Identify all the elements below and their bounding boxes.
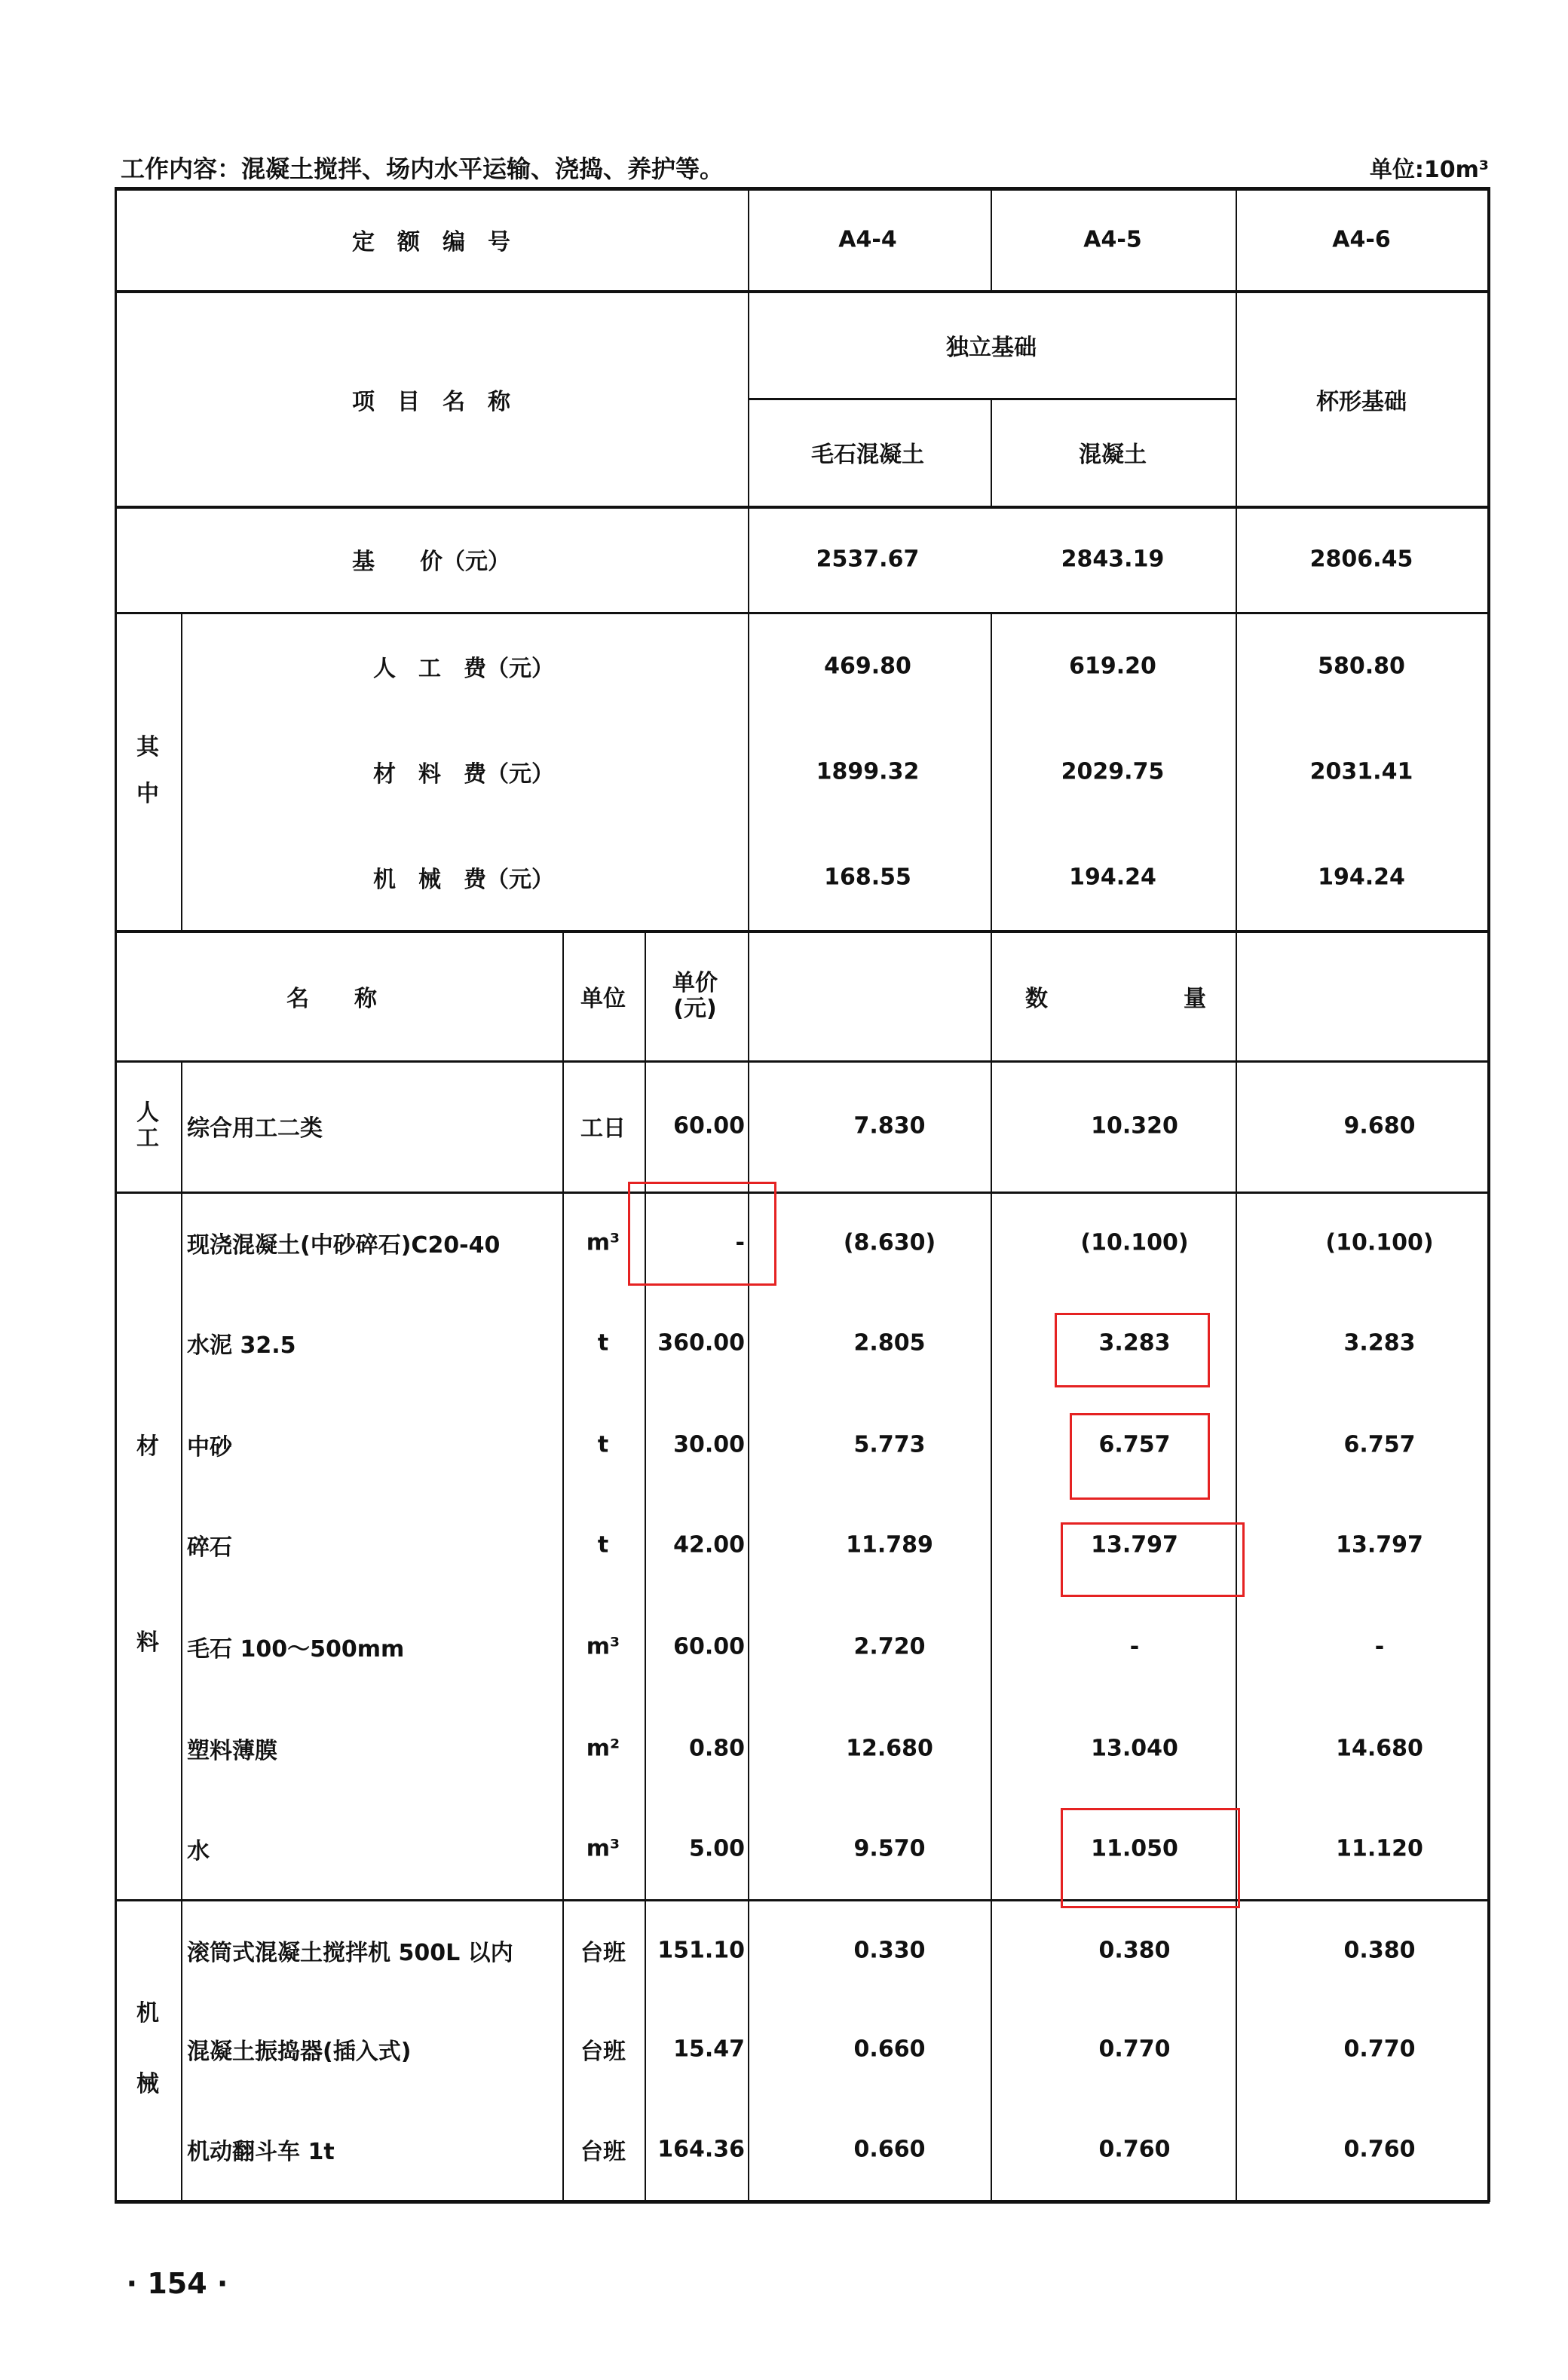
quantity-value: 13.797: [1336, 1531, 1423, 1559]
cost-value: 1899.32: [816, 758, 920, 785]
quantity-value: 9.570: [853, 1835, 926, 1862]
cost-value: 194.24: [1069, 864, 1156, 891]
cost-label: 机 械 费（元）: [373, 867, 554, 893]
quantity-value: 0.760: [1343, 2136, 1416, 2163]
quantity-value: 7.830: [853, 1112, 926, 1140]
resource-name: 中砂: [187, 1434, 232, 1461]
quantity-value: 13.040: [1091, 1735, 1178, 1762]
resource-name: 现浇混凝土(中砂碎石)C20-40: [187, 1232, 501, 1259]
unit-price: 164.36: [657, 2136, 745, 2163]
resource-name: 水泥 32.5: [187, 1332, 296, 1359]
work-content-text: 工作内容：混凝土搅拌、场内水平运输、浇捣、养护等。: [121, 154, 724, 183]
highlight-box: [1055, 1313, 1210, 1387]
quantity-value: 11.789: [846, 1531, 933, 1559]
unit-price: -: [735, 1229, 745, 1256]
item-name: 杯形基础: [1316, 389, 1407, 415]
quantity-value: 0.380: [1098, 1937, 1171, 1964]
resource-name: 毛石 100～500mm: [187, 1636, 405, 1663]
unit-price: 60.00: [673, 1112, 745, 1140]
quota-code: A4-6: [1332, 226, 1391, 253]
quantity-value: 12.680: [846, 1735, 933, 1762]
quantity-value: 2.805: [853, 1329, 926, 1357]
quantity-value: 11.120: [1336, 1835, 1423, 1862]
quantity-value: (8.630): [843, 1229, 936, 1256]
quantity-value: 5.773: [853, 1431, 926, 1458]
resource-unit: m³: [586, 1633, 620, 1660]
resource-unit: m³: [586, 1229, 620, 1256]
resource-unit: 台班: [580, 1940, 626, 1966]
column-divider: [991, 187, 992, 290]
quota-code-label: 定 额 编 号: [352, 229, 510, 255]
cost-value: 580.80: [1318, 653, 1405, 680]
group-label: 材料: [136, 1433, 159, 1656]
table-border-left: [115, 187, 117, 2202]
unit-text: 单位:10m³: [1369, 157, 1489, 183]
resource-unit: m²: [586, 1735, 620, 1762]
resource-name: 滚筒式混凝土搅拌机 500L 以内: [187, 1940, 513, 1966]
quantity-value: 0.770: [1098, 2036, 1171, 2063]
quantity-value: 3.283: [1098, 1329, 1171, 1357]
group-label: 人工: [136, 1100, 159, 1152]
group-label: 机械: [136, 2000, 159, 2097]
highlight-box: [1061, 1522, 1245, 1597]
quantity-value: -: [1129, 1633, 1140, 1660]
base-price-value: 2843.19: [1061, 546, 1165, 573]
column-header-quantity: 数 量: [1025, 986, 1206, 1012]
unit-price: 15.47: [673, 2036, 745, 2063]
resource-unit: t: [597, 1531, 609, 1559]
cost-value: 168.55: [824, 864, 911, 891]
column-divider: [991, 612, 992, 2202]
unit-price: 5.00: [688, 1835, 745, 1862]
row-divider: [115, 1899, 1490, 1901]
row-divider: [115, 187, 1490, 191]
row-divider: [115, 506, 1490, 509]
resource-name: 碎石: [187, 1534, 232, 1561]
row-divider: [115, 1060, 1490, 1063]
base-price-value: 2537.67: [816, 546, 920, 573]
resource-name: 混凝土振捣器(插入式): [187, 2039, 412, 2065]
quantity-value: 0.380: [1343, 1937, 1416, 1964]
column-divider: [181, 1060, 182, 2202]
quantity-value: 10.320: [1091, 1112, 1178, 1140]
quantity-value: 0.330: [853, 1937, 926, 1964]
cost-value: 2031.41: [1309, 758, 1413, 785]
quota-code: A4-5: [1083, 226, 1142, 253]
column-header-unit: 单位: [580, 986, 626, 1012]
cost-value: 469.80: [824, 653, 911, 680]
resource-name: 综合用工二类: [187, 1115, 323, 1142]
quota-code: A4-4: [838, 226, 897, 253]
column-divider: [181, 612, 182, 930]
resource-unit: m³: [586, 1835, 620, 1862]
column-header-price: 单价(元): [672, 970, 718, 1022]
quantity-value: 0.660: [853, 2036, 926, 2063]
group-label: 独立基础: [946, 335, 1037, 361]
column-divider: [562, 930, 564, 2202]
cost-label: 人 工 费（元）: [373, 656, 554, 682]
base-price-value: 2806.45: [1309, 546, 1413, 573]
resource-unit: t: [597, 1329, 609, 1357]
resource-name: 水: [187, 1838, 210, 1865]
column-divider: [645, 930, 646, 2202]
resource-unit: t: [597, 1431, 609, 1458]
quantity-value: 13.797: [1091, 1531, 1178, 1559]
column-header-name: 名 称: [286, 986, 377, 1012]
quantity-value: (10.100): [1080, 1229, 1189, 1256]
quantity-value: 11.050: [1091, 1835, 1178, 1862]
unit-price: 60.00: [673, 1633, 745, 1660]
highlight-box: [1061, 1808, 1240, 1908]
column-divider: [991, 398, 992, 506]
cost-label: 材 料 费（元）: [373, 761, 554, 788]
highlight-box: [628, 1182, 776, 1286]
quantity-value: -: [1374, 1633, 1385, 1660]
row-divider: [115, 612, 1490, 614]
cost-value: 194.24: [1318, 864, 1405, 891]
resource-unit: 工日: [580, 1115, 626, 1142]
unit-price: 42.00: [673, 1531, 745, 1559]
quantity-value: 2.720: [853, 1633, 926, 1660]
item-name: 毛石混凝土: [811, 442, 924, 468]
row-divider: [115, 2200, 1490, 2204]
quantity-value: 3.283: [1343, 1329, 1416, 1357]
page-number: · 154 ·: [126, 2267, 228, 2300]
quantity-value: 0.660: [853, 2136, 926, 2163]
quantity-value: 6.757: [1343, 1431, 1416, 1458]
row-divider: [115, 290, 1490, 293]
table-border-right: [1487, 187, 1490, 2202]
quantity-value: 0.760: [1098, 2136, 1171, 2163]
quantity-value: 14.680: [1336, 1735, 1423, 1762]
among-label: 其中: [136, 734, 159, 807]
unit-price: 0.80: [688, 1735, 745, 1762]
resource-unit: 台班: [580, 2139, 626, 2165]
highlight-box: [1070, 1413, 1210, 1500]
row-divider: [115, 930, 1490, 933]
cost-value: 2029.75: [1061, 758, 1165, 785]
unit-price: 151.10: [657, 1937, 745, 1964]
resource-name: 机动翻斗车 1t: [187, 2139, 335, 2165]
quantity-value: 9.680: [1343, 1112, 1416, 1140]
quantity-value: 6.757: [1098, 1431, 1171, 1458]
unit-price: 30.00: [673, 1431, 745, 1458]
resource-name: 塑料薄膜: [187, 1738, 277, 1764]
cost-value: 619.20: [1069, 653, 1156, 680]
base-price-label: 基 价（元）: [352, 549, 510, 575]
row-divider: [115, 1192, 1490, 1194]
resource-unit: 台班: [580, 2039, 626, 2065]
quantity-value: 0.770: [1343, 2036, 1416, 2063]
quantity-value: (10.100): [1325, 1229, 1434, 1256]
item-name: 混凝土: [1079, 442, 1147, 468]
item-name-label: 项 目 名 称: [352, 389, 510, 415]
unit-price: 360.00: [657, 1329, 745, 1357]
